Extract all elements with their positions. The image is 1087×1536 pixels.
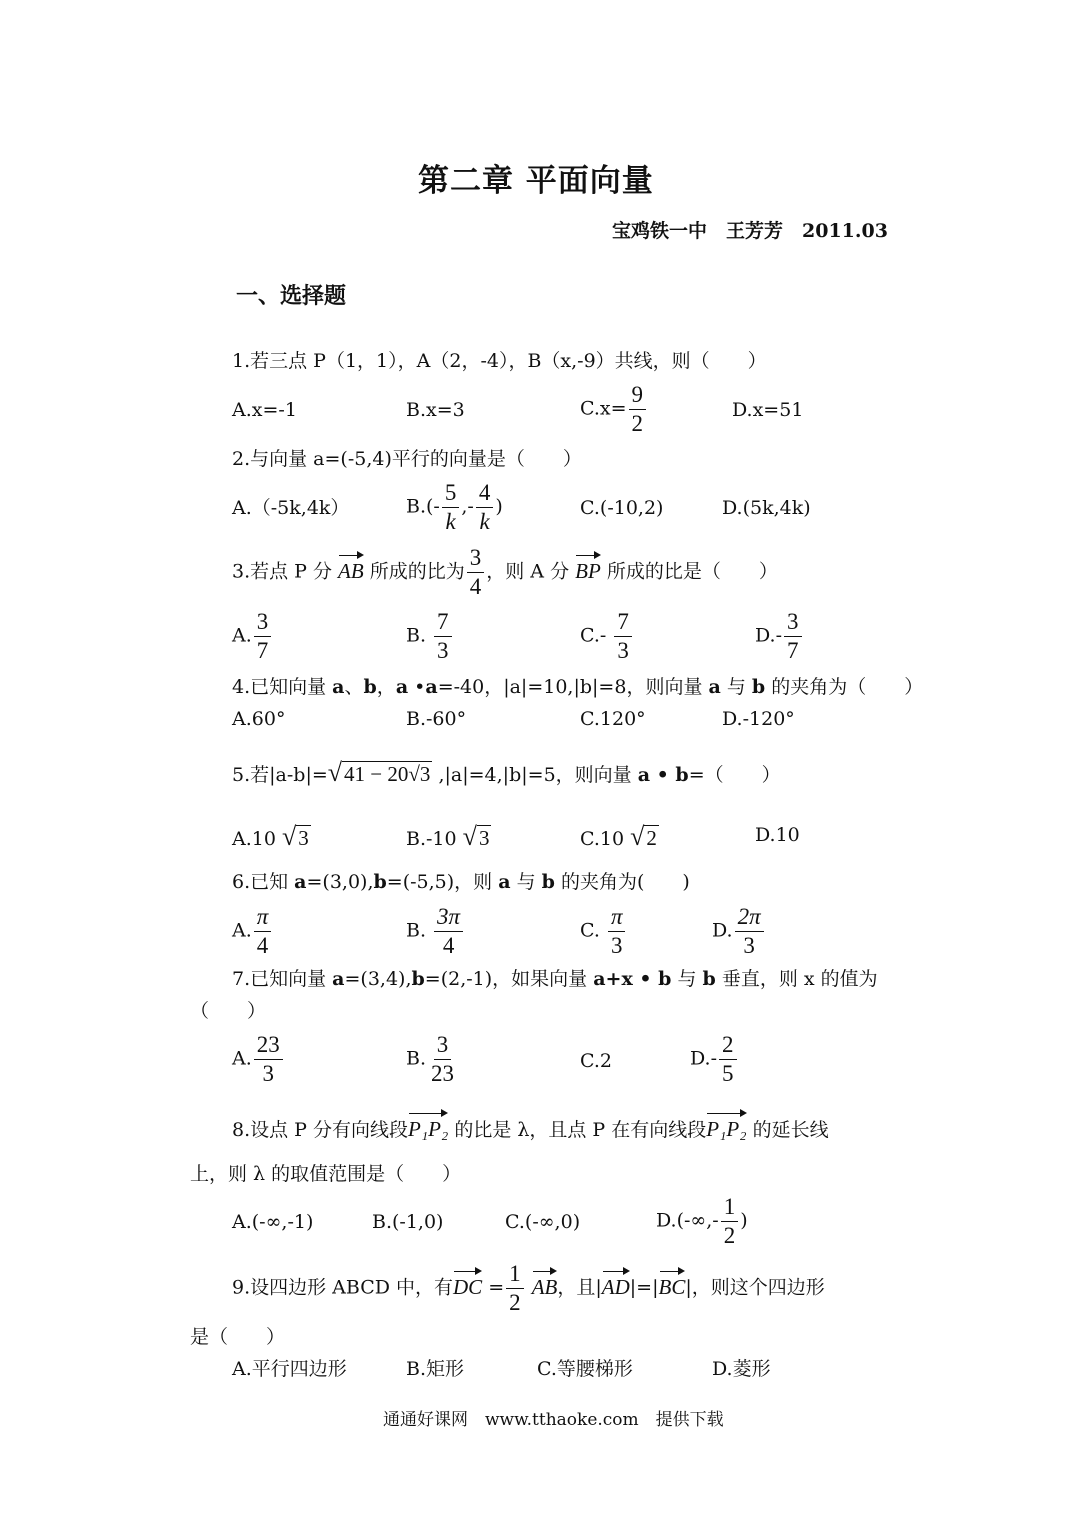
question-8-stem: 8.设点 P 分有向线段P₁P₂ 的比是 λ，且点 P 在有向线段P₁P₂ 的延长线 (232, 1112, 829, 1140)
vector-p1p2: P₁P₂ (408, 1112, 448, 1140)
fraction: $\frac{4}{k}$ (476, 481, 494, 534)
q6-option-d: D. $\frac{2\pi}{3}$ (712, 905, 766, 958)
author-line: 宝鸡铁一中 王芳芳 2011.03 (612, 220, 888, 242)
q5-option-d: D.10 (755, 824, 800, 846)
fraction: $\frac{2\pi}{3}$ (735, 905, 764, 958)
fraction: $\frac{7}{3}$ (434, 610, 452, 663)
q9-option-b: B.矩形 (406, 1358, 465, 1380)
q6-option-c: C. $\frac{\pi}{3}$ (580, 905, 627, 958)
vector-ab: AB (338, 554, 364, 582)
q2-option-d: D.(5k,4k) (722, 497, 811, 519)
q5-option-c: C.10 √2 (580, 822, 657, 851)
q3-option-b: B. $\frac{7}{3}$ (406, 610, 454, 663)
question-9-stem: 9.设四边形 ABCD 中，有DC = $\frac{1}{2}$ AB，且|AD|=|BC|，则这个四边形 (232, 1261, 825, 1316)
question-5-stem: 5.若|a-b|=√41 − 20√3 ,|a|=4,|b|=5，则向量 a • b=（ ） (232, 758, 781, 787)
question-6-stem: 6.已知 a=(3,0),b=(-5,5)，则 a 与 b 的夹角为( ) (232, 871, 690, 893)
q4-option-b: B.-60° (406, 708, 467, 730)
fraction: $\frac{\pi}{4}$ (254, 905, 272, 958)
vector-p1p2: P₁P₂ (706, 1112, 746, 1140)
vector-ad: AD (602, 1270, 630, 1298)
page-title: 第二章 平面向量 (418, 163, 654, 199)
fraction: $\frac{3\pi}{4}$ (434, 905, 463, 958)
fraction: $\frac{1}{2}$ (506, 1262, 524, 1315)
fraction: $\frac{9}{2}$ (629, 383, 647, 436)
section-heading: 一、选择题 (236, 283, 347, 309)
q9-option-c: C.等腰梯形 (537, 1358, 633, 1380)
q1-option-a: A.x=-1 (232, 399, 297, 421)
q9-option-a: A.平行四边形 (232, 1358, 347, 1380)
fraction: $\frac{3}{7}$ (784, 610, 802, 663)
question-7-stem: 7.已知向量 a=(3,4),b=(2,-1)，如果向量 a+x • b 与 b 垂直，则 x 的值为 (232, 968, 878, 990)
q1-option-c: C.x= $\frac{9}{2}$ (580, 383, 648, 436)
vector-dc: DC (453, 1270, 482, 1298)
q3-option-c: C.- $\frac{7}{3}$ (580, 610, 634, 663)
question-3-stem: 3.若点 P 分 AB 所成的比为 $\frac{3}{4}$ ，则 A 分 BP 所成的比是（ ） (232, 545, 778, 600)
q1-option-b: B.x=3 (406, 399, 465, 421)
q3-option-d: D.- $\frac{3}{7}$ (755, 610, 804, 663)
question-2-stem: 2.与向量 a=(-5,4)平行的向量是（ ） (232, 448, 582, 470)
q5-option-a: A.10 √3 (232, 822, 309, 851)
page-footer: 通通好课网 www.tthaoke.com 提供下载 (383, 1410, 724, 1430)
q4-option-d: D.-120° (722, 708, 795, 730)
q7-option-c: C.2 (580, 1050, 612, 1072)
q8-option-a: A.(-∞,-1) (232, 1211, 314, 1233)
fraction: $\frac{2}{5}$ (719, 1033, 737, 1086)
q4-option-a: A.60° (232, 708, 286, 730)
question-9-stem-line2: 是（ ） (190, 1326, 286, 1348)
question-4-stem: 4.已知向量 a、b，a •a=-40，|a|=10,|b|=8，则向量 a 与 b 的夹角为（ ） (232, 676, 924, 698)
fraction: $\frac{3}{7}$ (254, 610, 272, 663)
q8-option-c: C.(-∞,0) (505, 1211, 581, 1233)
q7-option-a: A. $\frac{23}{3}$ (232, 1033, 285, 1086)
q7-option-b: B. $\frac{3}{23}$ (406, 1033, 459, 1086)
fraction: $\frac{7}{3}$ (614, 610, 632, 663)
fraction: $\frac{1}{2}$ (721, 1195, 739, 1248)
q1-option-d: D.x=51 (732, 399, 804, 421)
q7-option-d: D.- $\frac{2}{5}$ (690, 1033, 739, 1086)
square-root: √41 − 20√3 (327, 758, 431, 787)
q8-option-b: B.(-1,0) (372, 1211, 444, 1233)
q4-option-c: C.120° (580, 708, 646, 730)
question-8-stem-line2: 上，则 λ 的取值范围是（ ） (190, 1163, 462, 1185)
q2-option-c: C.(-10,2) (580, 497, 664, 519)
q3-option-a: A. $\frac{3}{7}$ (232, 610, 273, 663)
vector-bp: BP (575, 554, 601, 582)
fraction: $\frac{5}{k}$ (442, 481, 460, 534)
question-7-stem-line2: （ ） (190, 1000, 267, 1022)
q6-option-a: A. $\frac{\pi}{4}$ (232, 905, 273, 958)
fraction: $\frac{23}{3}$ (254, 1033, 283, 1086)
fraction: $\frac{\pi}{3}$ (608, 905, 626, 958)
q2-option-a: A.（-5k,4k） (232, 497, 350, 519)
q2-option-b: B.(- $\frac{5}{k}$ ,- $\frac{4}{k}$ ) (406, 480, 503, 535)
vector-ab: AB (532, 1270, 558, 1298)
question-1-stem: 1.若三点 P（1，1），A（2，-4），B（x,-9）共线，则（ ） (232, 350, 767, 372)
q6-option-b: B. $\frac{3\pi}{4}$ (406, 905, 465, 958)
fraction: $\frac{3}{4}$ (467, 546, 485, 599)
q8-option-d: D.(-∞,- $\frac{1}{2}$ ) (656, 1194, 748, 1249)
q5-option-b: B.-10 √3 (406, 822, 490, 851)
fraction: $\frac{3}{23}$ (431, 1032, 455, 1087)
q9-option-d: D.菱形 (712, 1358, 771, 1380)
vector-bc: BC (659, 1270, 686, 1298)
